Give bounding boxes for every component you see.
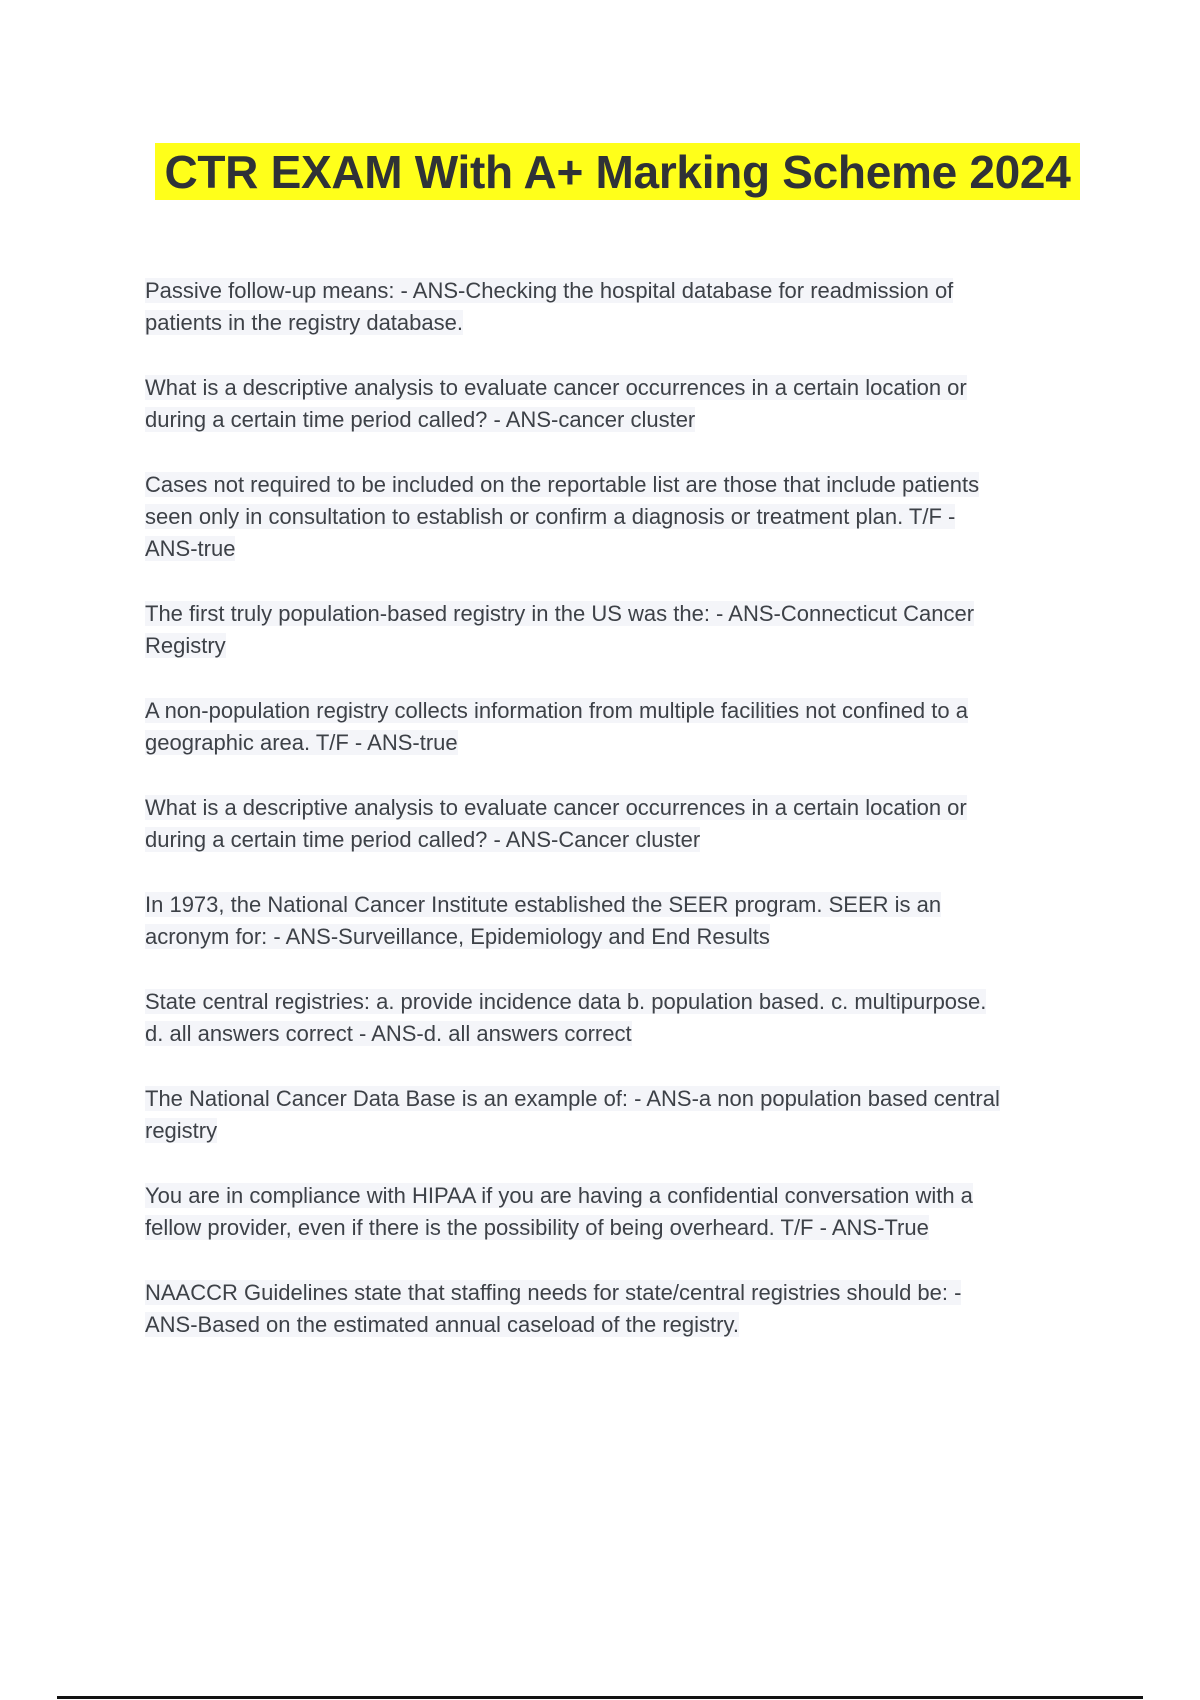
qa-line bbox=[145, 598, 1095, 630]
qa-line bbox=[145, 1180, 1095, 1212]
qa-item bbox=[145, 695, 1095, 759]
qa-item bbox=[145, 372, 1095, 436]
qa-line bbox=[145, 1115, 1095, 1147]
qa-line-text: during a certain time period called? - ANS-cancer cluster bbox=[145, 407, 696, 432]
qa-line bbox=[145, 1083, 1095, 1115]
qa-line-text: State central registries: a. provide incidence data b. population based. c. multipurpose. bbox=[145, 989, 987, 1014]
qa-line-text: A non-population registry collects information from multiple facilities not confined to a bbox=[145, 698, 968, 723]
qa-item bbox=[145, 598, 1095, 662]
qa-line bbox=[145, 307, 1095, 339]
qa-line bbox=[145, 469, 1095, 501]
qa-line-text: d. all answers correct - ANS-d. all answers correct bbox=[145, 1021, 632, 1046]
title-highlight bbox=[155, 143, 1080, 200]
qa-line bbox=[145, 1309, 1095, 1341]
qa-line bbox=[145, 533, 1095, 565]
qa-line-text: registry bbox=[145, 1118, 218, 1143]
qa-line-text: patients in the registry database. bbox=[145, 310, 463, 335]
qa-line bbox=[145, 695, 1095, 727]
qa-item bbox=[145, 792, 1095, 856]
qa-line-text: geographic area. T/F - ANS-true bbox=[145, 730, 458, 755]
qa-line-text: What is a descriptive analysis to evaluate cancer occurrences in a certain location or bbox=[145, 795, 967, 820]
qa-item bbox=[145, 469, 1095, 565]
qa-line-text: NAACCR Guidelines state that staffing needs for state/central registries should be: - bbox=[145, 1280, 962, 1305]
qa-line-text: In 1973, the National Cancer Institute established the SEER program. SEER is an bbox=[145, 892, 942, 917]
qa-line-text: acronym for: - ANS-Surveillance, Epidemiology and End Results bbox=[145, 924, 770, 949]
qa-line bbox=[145, 1277, 1095, 1309]
qa-line bbox=[145, 630, 1095, 662]
qa-line bbox=[145, 921, 1095, 953]
qa-line-text: You are in compliance with HIPAA if you are having a confidential conversation with a bbox=[145, 1183, 973, 1208]
qa-line bbox=[145, 404, 1095, 436]
qa-line bbox=[145, 501, 1095, 533]
qa-item bbox=[145, 1277, 1095, 1341]
page-footer-rule bbox=[57, 1696, 1143, 1699]
qa-line bbox=[145, 727, 1095, 759]
qa-line bbox=[145, 986, 1095, 1018]
qa-item bbox=[145, 1180, 1095, 1244]
qa-item bbox=[145, 275, 1095, 339]
document-title: CTR EXAM With A+ Marking Scheme 2024 bbox=[164, 146, 1071, 198]
qa-line-text: What is a descriptive analysis to evaluate cancer occurrences in a certain location or bbox=[145, 375, 967, 400]
qa-line-text: during a certain time period called? - ANS-Cancer cluster bbox=[145, 827, 701, 852]
qa-line-text: The first truly population-based registry in the US was the: - ANS-Connecticut Cancer bbox=[145, 601, 975, 626]
qa-line-text: Registry bbox=[145, 633, 226, 658]
qa-line bbox=[145, 1212, 1095, 1244]
qa-line-text: seen only in consultation to establish or confirm a diagnosis or treatment plan. T/F - bbox=[145, 504, 956, 529]
qa-line bbox=[145, 824, 1095, 856]
qa-line bbox=[145, 372, 1095, 404]
qa-line-text: The National Cancer Data Base is an example of: - ANS-a non population based central bbox=[145, 1086, 1000, 1111]
qa-line-text: ANS-Based on the estimated annual caseload of the registry. bbox=[145, 1312, 739, 1337]
qa-item bbox=[145, 986, 1095, 1050]
qa-line-text: ANS-true bbox=[145, 536, 236, 561]
qa-item bbox=[145, 1083, 1095, 1147]
qa-line bbox=[145, 792, 1095, 824]
qa-list bbox=[145, 275, 1095, 1374]
qa-line-text: fellow provider, even if there is the possibility of being overheard. T/F - ANS-True bbox=[145, 1215, 929, 1240]
qa-line bbox=[145, 275, 1095, 307]
qa-item bbox=[145, 889, 1095, 953]
qa-line-text: Passive follow-up means: - ANS-Checking the hospital database for readmission of bbox=[145, 278, 954, 303]
qa-line bbox=[145, 1018, 1095, 1050]
qa-line bbox=[145, 889, 1095, 921]
qa-line-text: Cases not required to be included on the reportable list are those that include patients bbox=[145, 472, 980, 497]
